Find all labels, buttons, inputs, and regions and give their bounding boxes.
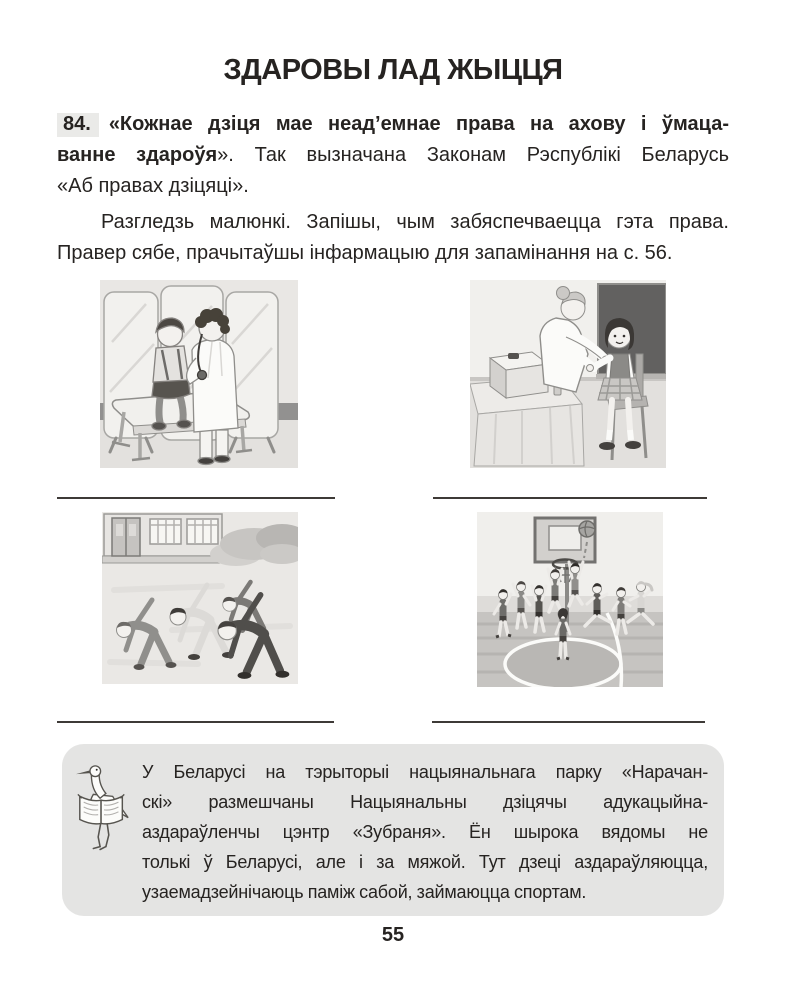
stork-reading-book-icon	[74, 760, 132, 852]
page-title: ЗДАРОВЫ ЛАД ЖЫЦЦЯ	[223, 54, 563, 86]
figure-children-morning-exercises	[102, 512, 298, 684]
text-line: Правер сябе, прачытаўшы інфармацыю для запамінання на с. 56.	[57, 242, 673, 264]
page-number: 55	[381, 924, 405, 946]
text-line: «Аб правах дзіцяці».	[57, 175, 249, 197]
text-line: ванне здароўя». Так вызначана Законам Рэспублікі Беларусь	[57, 144, 729, 166]
text-line: 84. «Кожнае дзіця мае неад’емнае права на ахову і ўмаца-	[57, 109, 729, 140]
text-line: скі» размешчаны Нацыянальны дзіцячы адукацыйна-	[142, 792, 708, 812]
info-text	[142, 757, 708, 907]
text-line: аздараўленчы цэнтр «Зубраня». Ён шырока вядомы не	[142, 822, 708, 842]
text-line: толькі ў Беларусі, але і за мяжой. Тут дзеці аздараўляюцца,	[142, 852, 708, 872]
exercise-statement	[57, 109, 729, 202]
children-morning-exercises-illustration	[102, 512, 298, 684]
text-line: узаемадзейнічаюць паміж сабой, займаюцца спортам.	[142, 882, 587, 902]
answer-line-2[interactable]	[433, 497, 707, 499]
figure-nurse-vaccinating-girl	[470, 280, 666, 468]
answer-line-4[interactable]	[432, 721, 705, 723]
doctor-examining-boy-illustration	[100, 280, 298, 468]
exercise-task	[57, 207, 729, 269]
figure-doctor-examining-boy	[100, 280, 298, 468]
info-box	[62, 744, 724, 916]
exercise-number-badge: 84.	[57, 113, 99, 137]
figure-children-playing-basketball	[477, 512, 663, 687]
text-line: Разгледзь малюнкі. Запішы, чым забяспечваецца гэта права.	[101, 211, 729, 233]
children-playing-basketball-illustration	[477, 512, 663, 687]
text-line: У Беларусі на тэрыторыі нацыянальнага парку «Нарачан-	[142, 762, 708, 782]
nurse-vaccinating-girl-illustration	[470, 280, 666, 468]
answer-line-3[interactable]	[57, 721, 334, 723]
answer-line-1[interactable]	[57, 497, 335, 499]
